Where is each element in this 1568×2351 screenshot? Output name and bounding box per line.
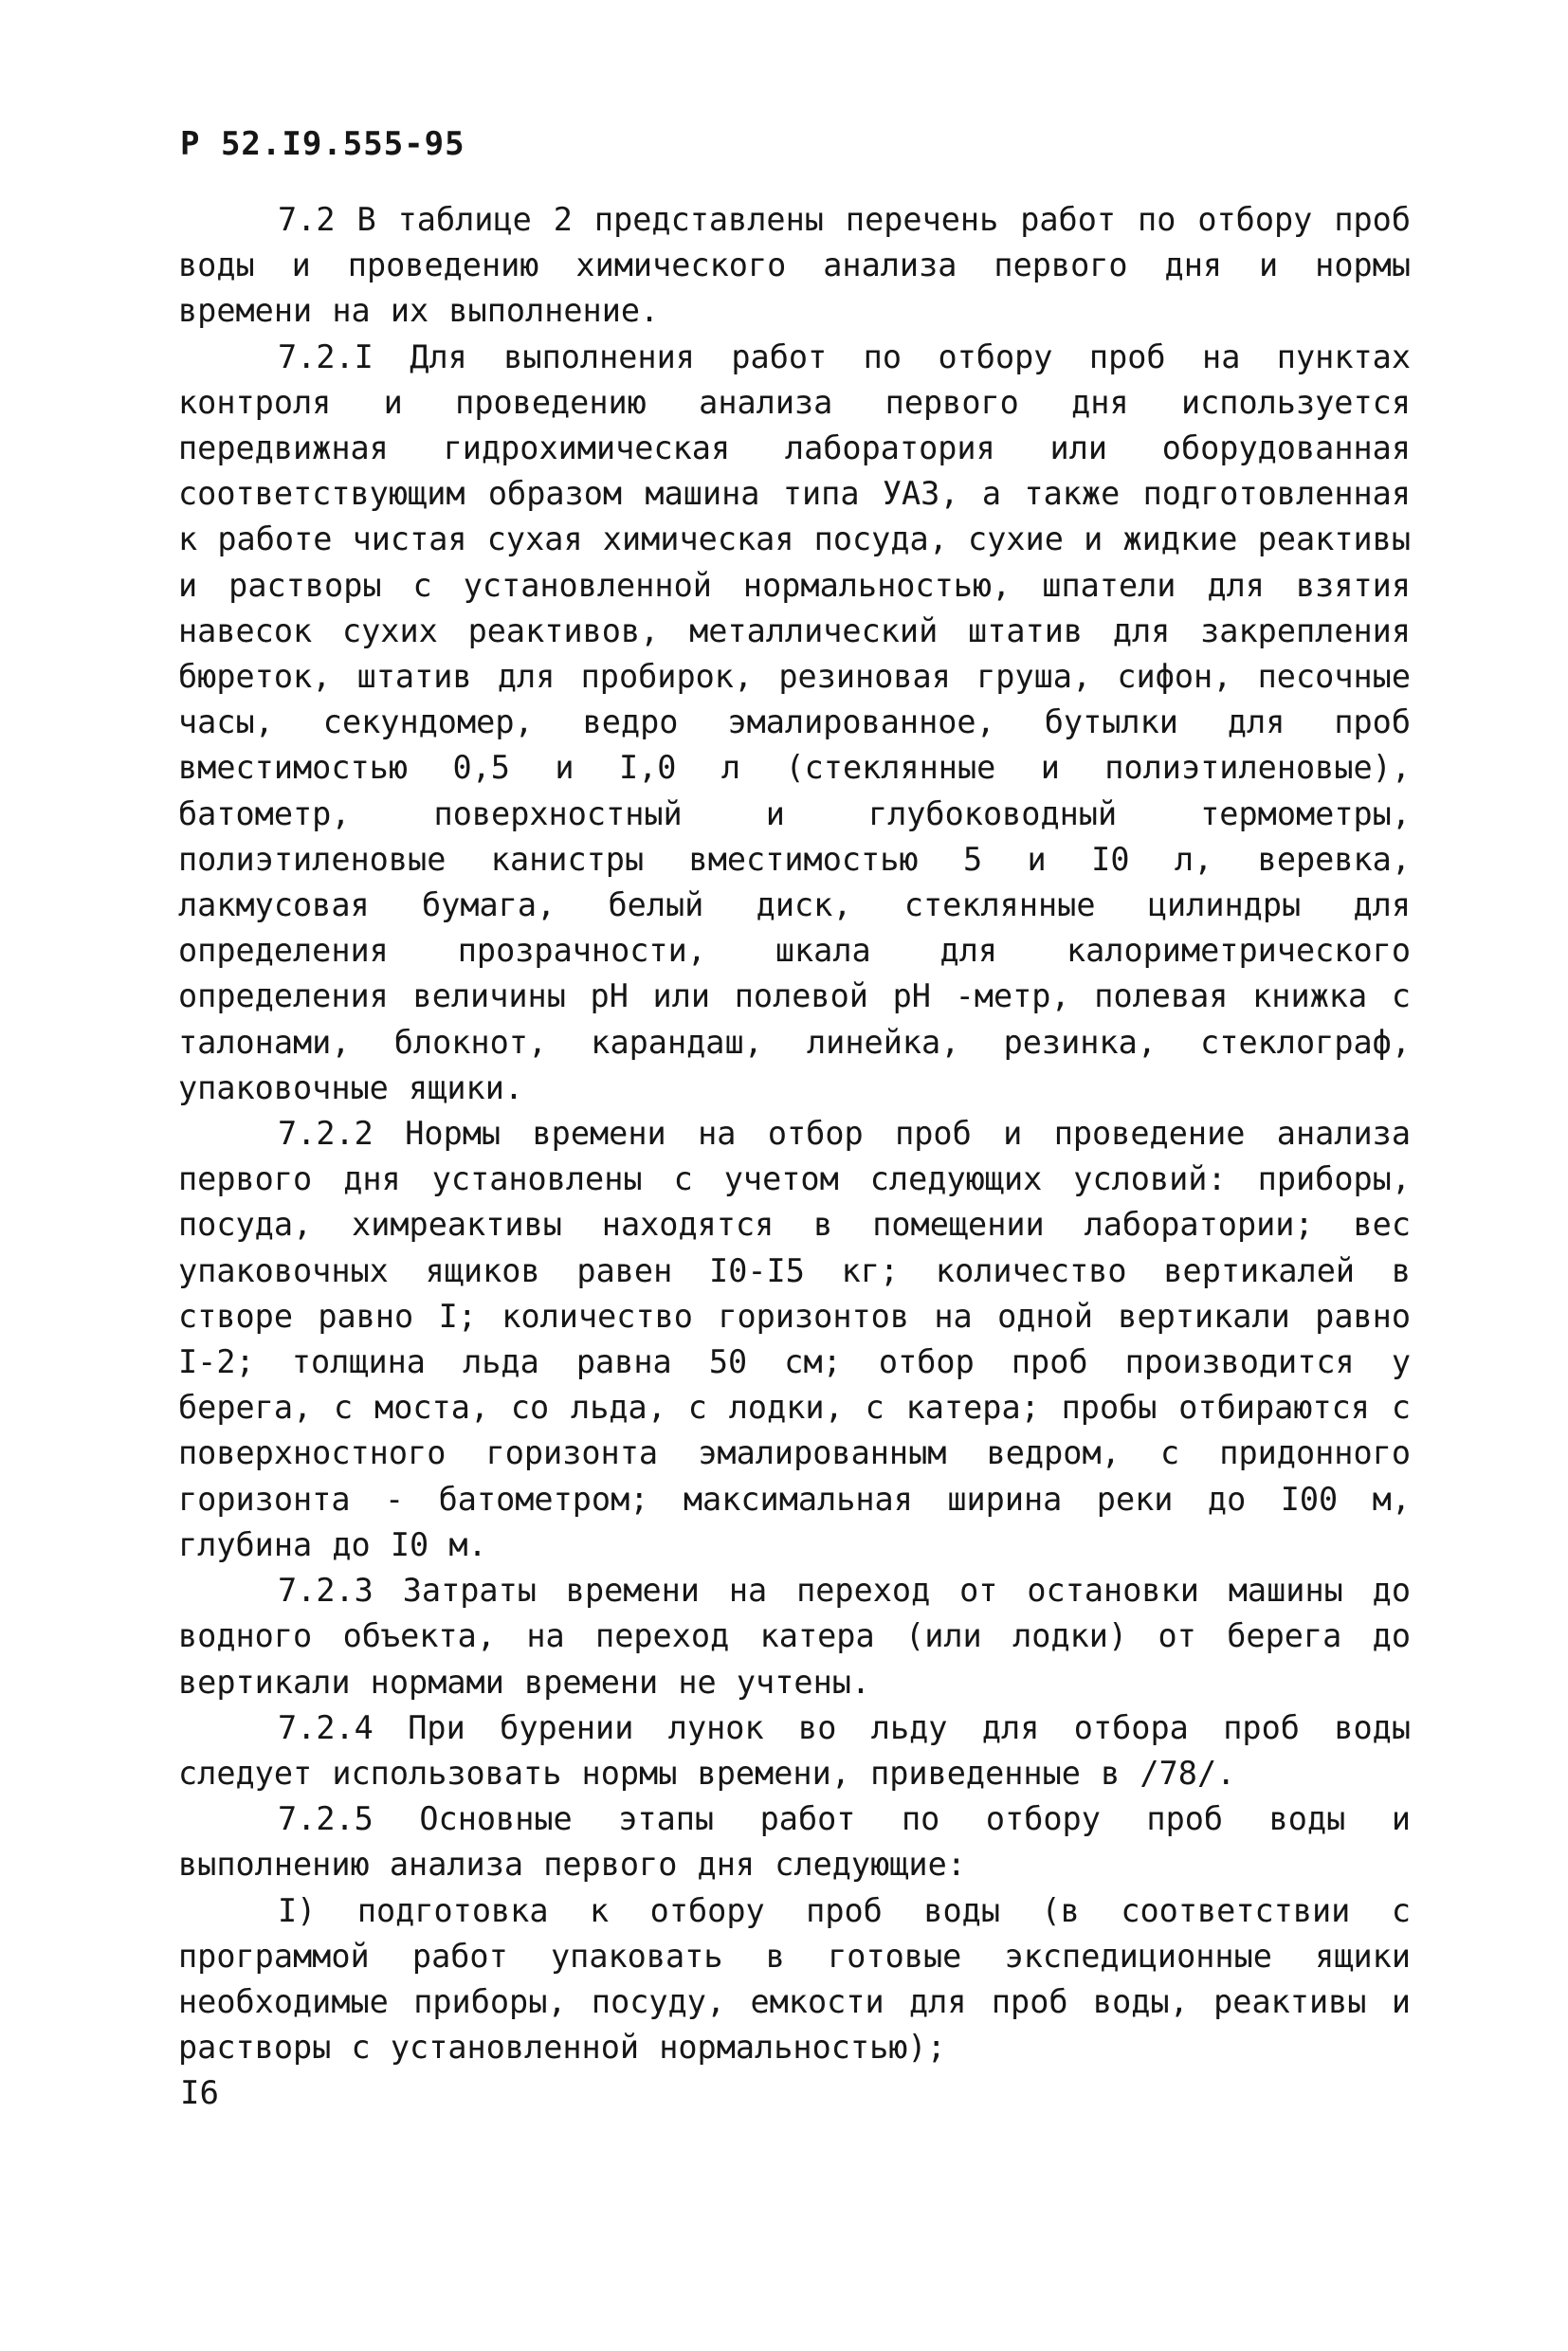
- paragraph-7-2: 7.2 В таблице 2 представлены перечень работ по отбору проб воды и проведению химического анализа первого дня и нормы времени на их выполнение.: [178, 201, 1411, 330]
- paragraph-7-2-5: 7.2.5 Основные этапы работ по отбору проб воды и выполнению анализа первого дня следующие:: [178, 1800, 1411, 1884]
- document-code-header: Р 52.I9.555-95: [180, 125, 465, 163]
- paragraph-7-2-1: 7.2.I Для выполнения работ по отбору проб на пунктах контроля и проведению анализа первого дня используется передвижная гидрохимическая лаборатория или оборудованная соответствующим образом машина типа УАЗ, а также подготовленная к работе чистая сухая химическая посуда, сухие и жидкие реактивы и растворы с установленной нормальностью, шпатели для взятия навесок сухих реактивов, металлический штатив для закрепления бюреток, штатив для пробирок, резиновая груша, сифон, песочные часы, секундомер, ведро эмалированное, бутылки для проб вместимостью 0,5 и I,0 л (стеклянные и полиэтиленовые), батометр, поверхностный и глубоководный термометры, полиэтиленовые канистры вместимостью 5 и I0 л, веревка, лакмусовая бумага, белый диск, стеклянные цилиндры для определения прозрачности, шкала для калориметрического определения величины pH или полевой pH -метр, полевая книжка с талонами, блокнот, карандаш, линейка, резинка, стеклограф, упаковочные ящики.: [178, 337, 1411, 1106]
- document-body: [178, 197, 1411, 2070]
- page-number: I6: [180, 2074, 219, 2112]
- paragraph-7-2-4: 7.2.4 При бурении лунок во льду для отбора проб воды следует использовать нормы времени, приведенные в /78/.: [178, 1708, 1411, 1792]
- paragraph-7-2-2: 7.2.2 Нормы времени на отбор проб и проведение анализа первого дня установлены с учетом следующих условий: приборы, посуда, химреактивы находятся в помещении лаборатории; вес упаковочных ящиков равен I0-I5 кг; количество вертикалей в створе равно I; количество горизонтов на одной вертикали равно I-2; толщина льда равна 50 см; отбор проб производится у берега, с моста, со льда, с лодки, с катера; пробы отбираются с поверхностного горизонта эмалированным ведром, с придонного горизонта - батометром; максимальная ширина реки до I00 м, глубина до I0 м.: [178, 1115, 1411, 1563]
- paragraph-7-2-3: 7.2.3 Затраты времени на переход от остановки машины до водного объекта, на переход катера (или лодки) от берега до вертикали нормами времени не учтены.: [178, 1572, 1411, 1701]
- list-item-1: I) подготовка к отбору проб воды (в соответствии с программой работ упаковать в готовые экспедиционные ящики необходимые приборы, посуду, емкости для проб воды, реактивы и растворы с установленной нормальностью);: [178, 1891, 1411, 2067]
